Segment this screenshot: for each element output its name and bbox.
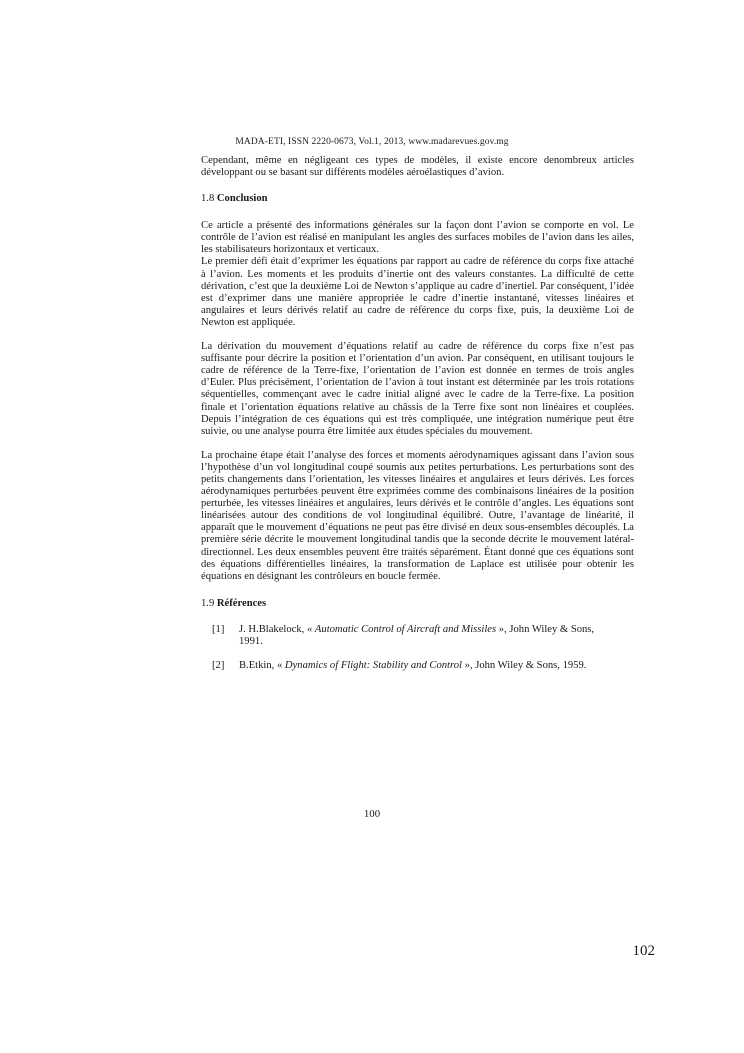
reference-authors: J. H.Blakelock, « — [239, 623, 315, 635]
section-heading-references — [201, 597, 634, 610]
reference-text — [239, 660, 597, 672]
reference-publisher: », John Wiley & Sons, 1959. — [461, 660, 587, 671]
reference-publisher: », John Wiley & Sons, 1991. — [239, 623, 595, 647]
reference-title: Automatic Control of Aircraft and Missiles — [314, 623, 497, 635]
intro-paragraph: Cependant, même en négligeant ces types de modèles, il existe encore denombreux articles développant ou se basant sur différents modèles aéroélastiques d’avion. — [201, 155, 634, 179]
conclusion-paragraph: La prochaine étape était l’analyse des forces et moments aérodynamiques agissant dans l’avion sous l’hypothèse d’un vol longitudinal coupé soumis aux petites perturbations. Les perturbations sont des petits changements dans l’orientation, les vitesses linéaires et angulaires et leurs dérivés. Les forces aérodynamiques perturbées peuvent être exprimées comme des combinaisons linéaires de la position perturbée, les vitesses linéaires et angulaires, leurs dérivés et le contrôle d’angles. Les équations sont linéarisées autour des conditions de vol longitudinal équilibré. Outre, l’avantage de linéarité, il apparaît que le mouvement d’équations ne peut pas être divisé en deux sous-ensembles découplés. La première série décrite le mouvement longitudinal tandis que la seconde décrite le mouvement latéral-directionnel. Les deux ensembles peuvent être traités séparément. Étant donné que ces équations sont des équations différentielles linéaires, la transformation de Laplace est utilisée pour obtenir les équations en désignant les contrôleurs en boucle fermée. — [201, 449, 634, 582]
reference-title: Dynamics of Flight: Stability and Control — [284, 660, 462, 671]
section-title: Conclusion — [216, 193, 268, 205]
reference-number: [2] — [212, 660, 225, 671]
reference-text — [239, 624, 597, 648]
section-number: 1.8 — [201, 193, 215, 205]
reference-item — [212, 660, 634, 672]
conclusion-paragraph: Le premier défi était d’exprimer les équations par rapport au cadre de référence du corps fixe attaché à l’avion. Les moments et les produits d’inertie ont des valeurs constantes. La difficulté de cette dérivation, c’est que la deuxième Loi de Newton s’applique au cadre d’inertiel. Par conséquent, l’idée est d’exprimer dans une manière appropriée le cadre d’inertie instantané, vitesses linéaires et angulaires et leurs dérivés relatif au cadre de référence du corps fixe, puis, la deuxième Loi de Newton est appliquée. — [201, 256, 634, 328]
section-number: 1.9 — [201, 597, 215, 609]
conclusion-paragraph: Ce article a présenté des informations générales sur la façon dont l’avion se comporte en vol. Le contrôle de l’avion est réalisé en manipulant les angles des surfaces mobiles de l’avion dans les ailes, les stabilisateurs horizontaux et verticaux. — [201, 220, 634, 256]
section-heading-conclusion — [201, 192, 634, 205]
inner-page-number: 100 — [363, 808, 381, 820]
reference-authors: B.Etkin, « — [239, 660, 285, 671]
section-title: Références — [216, 597, 267, 609]
journal-header: MADA-ETI, ISSN 2220-0673, Vol.1, 2013, www.madarevues.gov.mg — [235, 137, 509, 147]
reference-number: [1] — [212, 623, 225, 635]
reference-item — [212, 624, 634, 648]
outer-page-number: 102 — [632, 943, 655, 959]
conclusion-paragraph: La dérivation du mouvement d’équations relatif au cadre de référence du corps fixe n’est pas suffisante pour décrire la position et l’orientation d’un avion. Par conséquent, en utilisant toujours le cadre de référence de la Terre-fixe, l’orientation de l’avion est donnée en termes de trois angles d’Euler. Plus précisément, l’orientation de l’avion à tout instant est déterminée par les trois rotations séquentielles, commençant avec le cadre initial aligné avec le cadre de la Terre-fixe. La position finale et l’orientation équations relative au châssis de la Terre fixe sont non linéaires et couplées. Depuis l’intégration de ces équations qui est très compliquée, une intégration numérique peut être suivie, ou une analyse pourra être limitée aux études spéciales du mouvement. — [201, 341, 634, 437]
body-content — [201, 155, 634, 672]
